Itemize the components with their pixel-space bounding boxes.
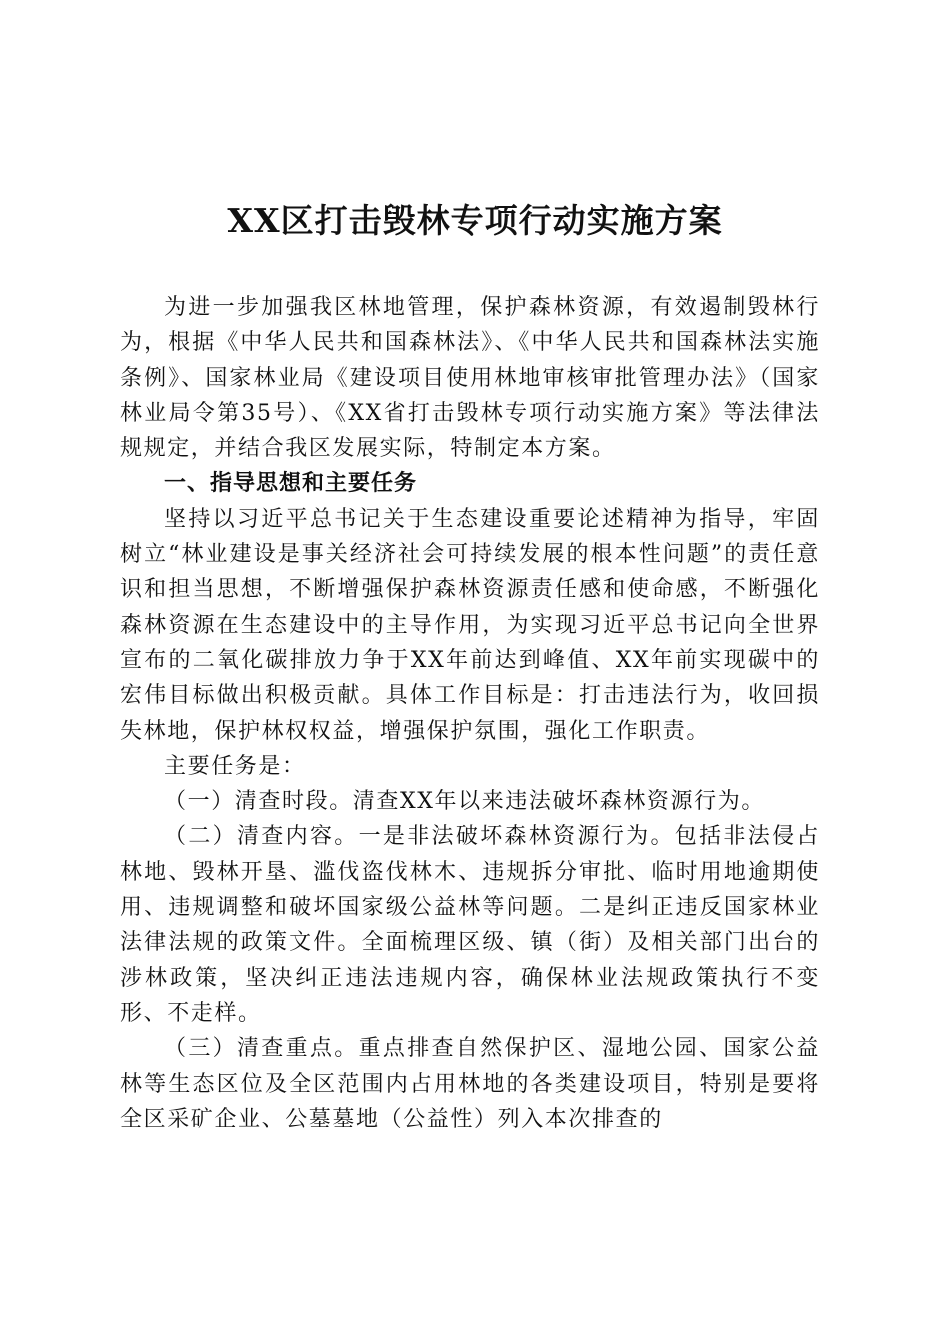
document-body [120,290,820,1137]
task-item-inspection-focus: （三）清查重点。重点排查自然保护区、湿地公园、国家公益林等生态区位及全区范围内占用林地的各类建设项目，特别是要将全区采矿企业、公墓墓地（公益性）列入本次排查的 [120,1036,820,1132]
document-title: XX区打击毁林专项行动实施方案 [227,201,723,240]
section-heading-guiding-ideology: 一、指导思想和主要任务 [164,471,418,497]
main-tasks-intro: 主要任务是： [164,753,306,779]
guiding-ideology-paragraph: 坚持以习近平总书记关于生态建设重要论述精神为指导，牢固树立“林业建设是事关经济社会可持续发展的根本性问题”的责任意识和担当思想，不断增强保护森林资源责任感和使命感，不断强化森林资源在生态建设中的主导作用，为实现习近平总书记向全世界宣布的二氧化碳排放力争于XX年前达到峰值、XX年前实现碳中的宏伟目标做出积极贡献。具体工作目标是：打击违法行为，收回损失林地，保护林权权益，增强保护氛围，强化工作职责。 [120,506,820,744]
task-item-inspection-content: （二）清查内容。一是非法破坏森林资源行为。包括非法侵占林地、毁林开垦、滥伐盗伐林木、违规拆分审批、临时用地逾期使用、违规调整和破坏国家级公益林等问题。二是纠正违反国家林业法律法规的政策文件。全面梳理区级、镇（街）及相关部门出台的涉林政策，坚决纠正违法违规内容，确保林业法规政策执行不变形、不走样。 [120,824,820,1026]
intro-paragraph: 为进一步加强我区林地管理，保护森林资源，有效遏制毁林行为，根据《中华人民共和国森林法》、《中华人民共和国森林法实施条例》、国家林业局《建设项目使用林地审核审批管理办法》（国家林业局令第35号）、《XX省打击毁林专项行动实施方案》等法律法规规定，并结合我区发展实际，特制定本方案。 [120,295,820,462]
task-item-inspection-period: （一）清查时段。清查XX年以来违法破坏森林资源行为。 [164,789,765,815]
